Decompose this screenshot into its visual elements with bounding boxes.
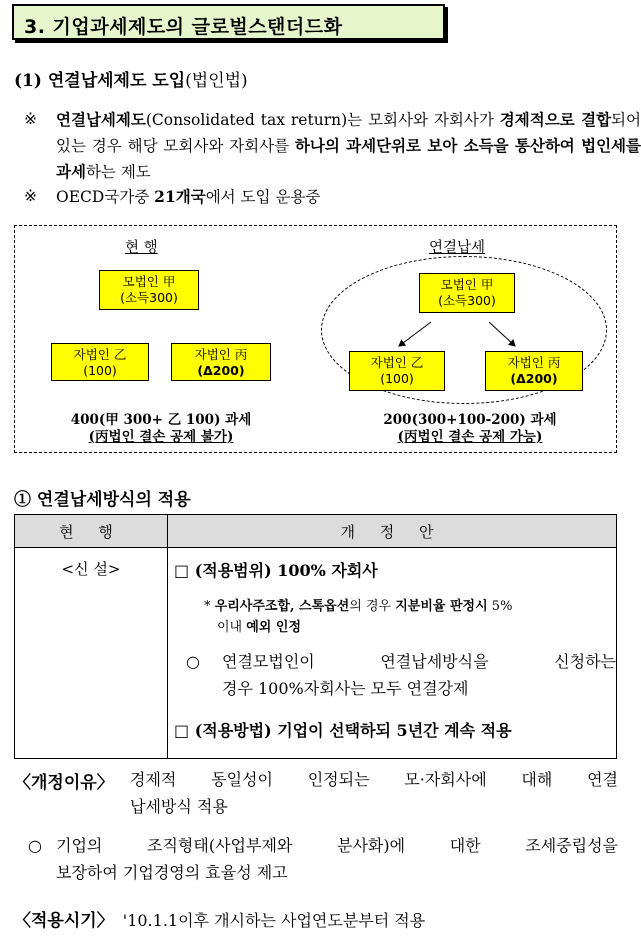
section1-title: ① 연결납세방식의 적용 xyxy=(14,490,191,510)
comparison-diagram xyxy=(14,225,617,453)
table-row xyxy=(15,548,617,759)
note-text-part: 에서 도입 운용중 xyxy=(205,188,321,206)
left-calc-line-2: (丙법인 결손 공제 불가) xyxy=(88,429,234,445)
subsidiary-c-income: (Δ200) xyxy=(197,363,245,378)
timing-label: 〈적용시기〉 xyxy=(14,911,114,931)
note-part-e: 이내 xyxy=(217,620,247,635)
diagram-left-title: 현 행 xyxy=(125,240,158,256)
reason-label: 〈개정이유〉 xyxy=(14,773,114,793)
note-definition xyxy=(24,107,641,185)
note-part-d: 5% xyxy=(487,599,513,614)
note-bold-f: 예외 인정 xyxy=(246,620,302,635)
subsidiary-c-name: 자법인 丙 xyxy=(507,355,561,370)
note-text-part: (Consolidated tax return)는 모회사와 자회사가 xyxy=(145,111,500,129)
subsidiary-b-name: 자법인 乙 xyxy=(73,347,127,362)
parent-company-income: (소득300) xyxy=(438,293,496,308)
subsidiary-c-income: (Δ200) xyxy=(510,371,558,386)
revision-mandatory xyxy=(186,648,616,702)
term-consolidated-tax: 연결납세제도 xyxy=(56,110,146,129)
reference-mark: ※ xyxy=(24,110,37,128)
reason-text xyxy=(130,766,618,820)
revision-cell xyxy=(168,548,617,759)
parent-company-income: (소득300) xyxy=(120,290,178,305)
subheading-title: 연결납세제도 도입 xyxy=(47,71,186,91)
note-text-part: 되어 있는 경우 해당 모회사와 자회사를 xyxy=(56,111,641,155)
note-oecd xyxy=(24,184,629,210)
circle-mark: ○ xyxy=(186,652,200,671)
revision-scope xyxy=(174,558,378,581)
section-title: 3. 기업과세제도의 글로벌스탠더드화 xyxy=(24,16,343,38)
subsidiary-b-income: (100) xyxy=(380,371,414,386)
subsidiary-b-box-consolidated xyxy=(349,351,445,391)
subheading-number: (1) xyxy=(14,71,42,91)
revision-method xyxy=(174,718,512,741)
note-bold-a: 우리사주조합, 스톡옵션 xyxy=(214,599,350,614)
parent-company-name: 모법인 甲 xyxy=(440,277,494,292)
note-text-bold: 하나의 과세단위로 보아 소득을 통산하여 법인세를 과세 xyxy=(56,136,641,181)
mandatory-line-2: 경우 100%자회사는 모두 연결강제 xyxy=(222,679,469,698)
arrow-to-subsidiary-c xyxy=(489,322,515,346)
revision-method-text: □ (적용방법) 기업이 선택하되 5년간 계속 적용 xyxy=(174,721,512,740)
parent-company-name: 모법인 甲 xyxy=(122,274,176,289)
section-header xyxy=(12,4,445,40)
subsidiary-c-name: 자법인 丙 xyxy=(194,347,248,362)
reason-line-1: 경제적 동일성이 인정되는 모·자회사에 대해 연결 xyxy=(130,770,618,789)
revision-scope-note xyxy=(204,596,614,638)
effective-date xyxy=(14,906,618,934)
note-text-part: OECD국가중 xyxy=(56,188,155,206)
note-bold-c: 지분비율 판정시 xyxy=(395,599,488,614)
reason-bullet xyxy=(28,832,618,888)
timing-text: '10.1.1이후 개시하는 사업연도분부터 적용 xyxy=(122,911,426,930)
note-text-bold: 21개국 xyxy=(154,187,206,206)
asterisk-mark: * xyxy=(204,599,211,614)
left-calc-line-1: 400(甲 300+ 乙 100) 과세 xyxy=(70,412,252,428)
right-calc-line-1: 200(300+100-200) 과세 xyxy=(383,412,557,428)
note-text-bold: 경제적으로 결합 xyxy=(499,110,612,129)
reason-line-2: 납세방식 적용 xyxy=(130,797,228,816)
subsidiary-b-name: 자법인 乙 xyxy=(370,355,424,370)
note-text-part: 하는 제도 xyxy=(85,163,151,181)
revision-table xyxy=(14,514,617,759)
header-current: 현 행 xyxy=(15,515,168,548)
current-cell: <신 설> xyxy=(15,548,168,759)
header-revision: 개 정 안 xyxy=(168,515,617,548)
subheading xyxy=(14,66,248,91)
reference-mark: ※ xyxy=(24,187,37,205)
revision-scope-text: □ (적용범위) 100% 자회사 xyxy=(174,561,378,580)
mandatory-line-1: 연결모법인이 연결납세방식을 신청하는 xyxy=(222,652,616,671)
subheading-paren: (법인법) xyxy=(185,71,248,91)
subsidiary-b-income: (100) xyxy=(83,363,117,378)
note-part-b: 의 경우 xyxy=(349,599,396,614)
revision-reason xyxy=(14,766,618,818)
right-calculation xyxy=(345,412,595,446)
reason-bullet-line-2: 보장하여 기업경영의 효율성 제고 xyxy=(56,863,288,882)
right-calc-line-2: (丙법인 결손 공제 가능) xyxy=(397,429,543,445)
note-definition-text xyxy=(56,107,641,185)
diagram-right-title: 연결납세 xyxy=(429,240,486,256)
arrow-to-subsidiary-b xyxy=(399,322,431,346)
reason-bullet-line-1: 기업의 조직형태(사업부제와 분사화)에 대한 조세중립성을 xyxy=(56,836,618,855)
circle-mark: ○ xyxy=(28,836,42,855)
note-oecd-text xyxy=(56,184,641,210)
subsidiary-c-box-consolidated xyxy=(485,351,583,391)
table-header-row xyxy=(15,515,617,548)
